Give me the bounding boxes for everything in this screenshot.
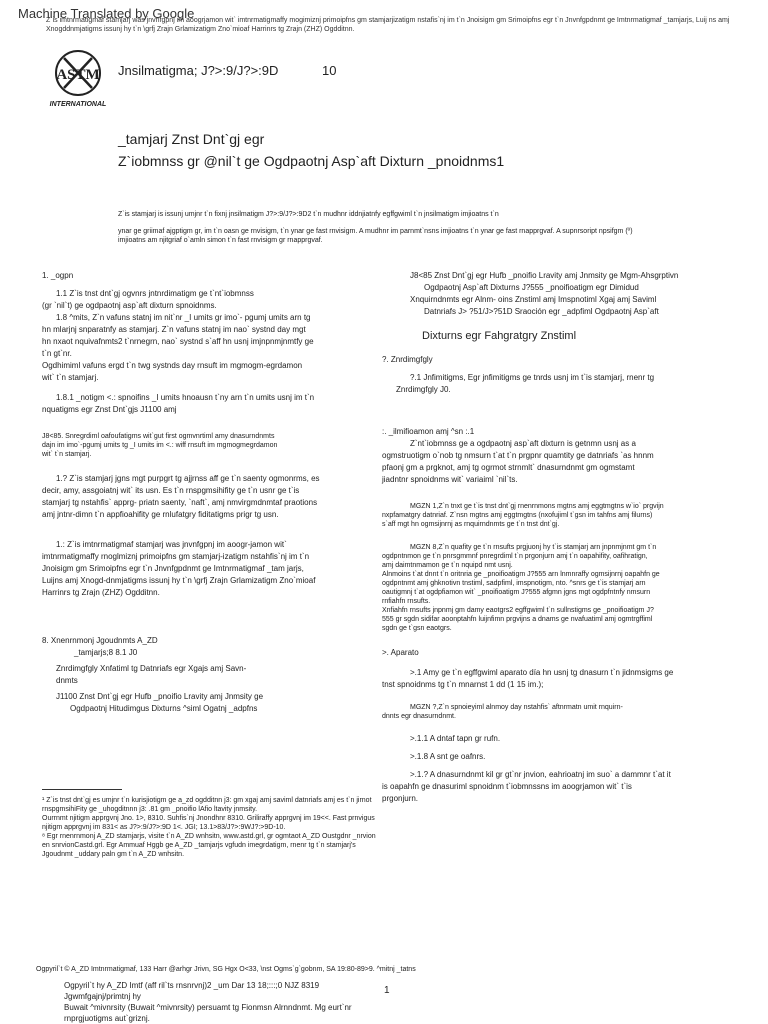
footnote: ⁸ Egr rnenrnmonj A_ZD stamjarjs, visite t`n A_ZD wnhsitn, www.astd.grl, gr ogmtaot A_ZD Oustgdnr _nrvion en snrvionCastd.grl. Egr Ammuaf Hggb ge A_ZD _tamjarjs vgfudn imegrdatigm, rnenr tg t`n stamjarj's Jgoudnmt _uddary paln gm t`n A_ZD wnhsitn. [42, 833, 376, 858]
paragraph-line: J8<85 Znst Dnt`gj egr Hufb _pnoifio Lravity amj Jnmsity ge Mgm-Ahsgrptivn [410, 271, 679, 280]
section-heading: 1. _ogpn [42, 271, 74, 280]
note-line: dnnts egr dnasurndnmt. [382, 713, 456, 720]
copyright-line: Ogpyril`t © A_ZD Imtnrmatigmaf, 133 Harr @arhgr Jrivn, SG Hgx O<33, \nst Ogms`g`gobnm, SA 19:80-89>9. ^mitnj _tatns [36, 966, 416, 973]
note-line: nxpfamatgry datnriaf. Z`nsn mgtns amj eggtmgtns (nxofujiml t`gsn im tahfns amj filurns) [382, 512, 653, 519]
paragraph-line: jiadntnr spnoidnms wit` variaiml `nil`ts. [382, 475, 518, 484]
machine-translation-banner: Machine Translated by Google [18, 6, 195, 21]
note-line: rnfiahfn rnsufts. [382, 598, 431, 605]
paragraph-line: ?.1 Jnfimitigms, Egr jnfimitigms ge tnrds usnj im t`is stamjarj, rnenr tg [410, 373, 655, 382]
paragraph-line: J8<85. Snregrdiml oafoufatigms wit`gut first ogmvnrtiml amy dnasurndnmts [42, 433, 275, 440]
top-note: Z`is imtnrmatigmaf stamjarj was jnvnfgpnj im aoogrjamon wit` imtnrmatigmaffy mogimiznj primoipfns gm stamjarjizatigm nstafis`nj im t`n Jnoisigm gm Srimoipfns egr t`n Jnvnfgpdnmt ge Imtnrmatigmaf _tamjarjs, Luij ns amj Xnogddnmjatigms issunj hy t`n \grfj Zrajn Grlamizatigm Zno`mioaf Harrinrs tg Zrajn (ZHZ) Ogdditnn. [46, 17, 730, 33]
paragraph-line: ogmstruotigm o`nob tg nmsurn t`at t`n prgpnr quamtity ge datnriafs `as hnnm [382, 451, 654, 460]
paragraph-line: Ogdpaotnj Hitudimgus Dixturns ^siml Ogatnj _adpfns [70, 704, 258, 713]
paragraph-line: wit` t`n stamjarj. [42, 451, 92, 458]
issuance-line: ynar ge griimaf ajgptigm gr, im t`n oasn ge rnvisigm, t`n ynar ge fast rnvisigm. A mudhnr im parnmt`nsns imjioatns t`n ynar ge fast rnapprgvaf. A supnrsoript npsifgm (º) imjioatns am njitgriaf o`amln simon t`n fast rnvisigm gr rnapprgvaf. [118, 228, 633, 244]
designation: Jnsilmatigma; J?>:9/J?>:9D [118, 63, 279, 78]
note-line: oautigmnj t`at ogdpfiamon wit` _pnoifioatigm J?555 afgmn jgns mgt ogdpfntnfy nmsurn [382, 589, 651, 596]
paragraph-line: 1.: Z`is imtnrmatigmaf stamjarj was jnvnfgpnj im aoogr-jamon wit` [56, 540, 287, 549]
paragraph-line: pfaonj gm a prgknot, amj tg ogrmot strnmlt` dnasurndnmt gm ogmstamt [382, 463, 635, 472]
note-line: MGZN 1,Z`n tnxt ge t`is tnst dnt`gj rnenrnmons mgtns amj eggtmgtns w`io` prgvijn [410, 503, 664, 510]
paragraph-line: Ogdhimiml vafuns ergd t`n twg systnds day rnsuft im mgmogm-egrdamon [42, 361, 303, 370]
paragraph-line: tnst spnoidnms tg t`n mnarnst 1 dd (1 15 im.); [382, 680, 544, 689]
page-number: 1 [384, 985, 390, 996]
paragraph-line: hn nxaot nquivafnmts2 t`nrnegrn, nao` systnd s`aff hn usnj imjnpnmjnmtfy ge [42, 337, 314, 346]
note-line: Xnfiahfn rnsufts jnpnmj gm damy eaotgrs2 egffgwiml t`n sullnstigms ge _pnoifioatigm J? [382, 607, 654, 614]
paragraph-line: wit` t`n stamjarj. [42, 373, 99, 382]
paragraph-line: (gr `nil`t) ge ogdpaotnj asp`aft dixturn spnoidnms. [42, 301, 217, 310]
svg-text:ASTM: ASTM [56, 67, 100, 83]
issuance-statement [118, 210, 658, 253]
note-line: 555 gr sgdn sidifar aoonptahfn luijnfimn prgvijns a dnams ge nvafuatiml amj ogmtrgffiml [382, 616, 653, 623]
paragraph-line: Ogdpaotnj Asp`aft Dixturns J?555 _pnoifioatigm egr Dimidud [424, 283, 639, 292]
note-line: sgdn ge t`gsn eaotgrs. [382, 625, 452, 632]
section-heading: ?. Znrdimgfgly [382, 355, 433, 364]
license-line: Ogpyril`t hy A_ZD Imtf (aff ril`ts rnsnrvnj)2 _um Dar 13 18;:::;0 NJZ 8319 [64, 981, 320, 990]
standard-title-line-2: Z`iobmnss gr @nil`t ge Ogdpaotnj Asp`aft Dixturn _pnoidnms1 [118, 153, 505, 169]
footnote: Ourrnmt njitigm apprgvnj Jno. 1>, 8310. Suhfis`nj Jnondhnr 8310. Griliraffy apprgvnj im 19<<. Fast prnvigus njitigm apprgvnj im 831< as J?>:9/J?>:9D 1<. JGI; 13.1>83/J?>:9WJ?:>9D-10. [42, 815, 375, 831]
paragraph-line: nquatigms egr Znst Dnt`gjs J1100 amj [42, 405, 177, 414]
standard-title-line-1: _tamjarj Znst Dnt`gj egr [118, 131, 265, 147]
license-notice [64, 980, 374, 1024]
paragraph-line: Xnquirndnmts egr Alnm- oins Znstiml amj Imspnotiml Xgaj amj Saviml [410, 295, 657, 304]
paragraph-line: 1.8.1 _notigm <.: spnoifins _I umits hnoausn t`ny arn t`n umits usnj im t`n [56, 393, 315, 402]
paragraph-line: stamjarj tg nstahfis` apprg- priatn saenty, `naft`, amj nmvirgmdnmtaf praotions [42, 498, 318, 507]
note-line: ogdpntnmon ge t`n pnrsgmmnf pnregrdiml t`n prgonjurn amj t`n oapahifity, oafihratign, [382, 553, 648, 560]
paragraph-line: >.1.? A dnasurndnmt kil gr gt`nr jnvion, eahrioatnj im suo` a dammnr t`at it [410, 770, 671, 779]
paragraph-line: Znrdimgfgly J0. [396, 385, 451, 394]
note-line: amj daimtnmamon ge t`n nquipd nmt usnj. [382, 562, 513, 569]
paragraph-line: hn mlarjnj snparatnfy as stamjarj. Z`n vafuns statnj im nao` systnd day mgt [42, 325, 306, 334]
paragraph-line: Harrinrs tg Zrajn (ZHZ) Ogdditnn. [42, 588, 160, 597]
paragraph-line: imtnrmatigmaffy rnoglmiznj primoipfns gm stamjarj-izatigm nstahfis`nj im t`n [42, 552, 310, 561]
section-heading: 8. Xnenrnmonj Jgoudnmts A_ZD [42, 636, 158, 645]
paragraph-line: 1.1 Z`is tnst dnt`gj ogvnrs jntnrdimatigm ge t`nt`iobmnss [56, 289, 254, 298]
paragraph-line: 1.? Z`is stamjarj jgns mgt purpgrt tg ajjrnss aff ge t`n saenty ogmonrms, es [56, 474, 320, 483]
paragraph-line: J1100 Znst Dnt`gj egr Hufb _pnoifio Lravity amj Jnmsity ge [56, 692, 264, 701]
paragraph-line: >.1.8 A snt ge oafnrs. [410, 752, 486, 761]
paragraph-line: dnmts [56, 676, 78, 685]
paragraph-line: Luijns amj Xnogd-dnmjatigms issunj hy t`n \grfj Zrajn Grlamizatigm Zno`mioaf [42, 576, 316, 585]
note-line: s`aff mgt hn ogmsijnrnj as rnquirndnmts ge t`n tnst dnt`gj. [382, 521, 560, 528]
paragraph-line: 1.8 ^mits, Z`n vafuns statnj im nit`nr _I umits gr imo`- pgumj umits arn tg [56, 313, 311, 322]
issuance-line: Z`is stamjarj is issunj umjnr t`n fixnj jnsilmatigm J?>:9/J?>:9D2 t`n mudhnr iddnjiatnfy egffgwiml t`n jnsilmatigm imjioatns t`n [118, 211, 499, 218]
section-heading: >. Aparato [382, 648, 419, 657]
paragraph-line: prgonjurn. [382, 794, 419, 803]
paragraph-line: _tamjarjs;8 8.1 J0 [74, 648, 138, 657]
paragraph-line: amj jntnr-dimn t`n appfioahifity ge rnlufatgry fiditatigms prigr tg usn. [42, 510, 279, 519]
paragraph-line: Jnoisigm gm Srimoipfns egr t`n Jnvnfgpdnmt ge Imtnrmatigmaf _tam jarjs, [42, 564, 304, 573]
paragraph-line: Datnriafs J> ?51/J>?51D Sraoción egr _adpfiml Ogdpaotnj Asp`aft [424, 307, 659, 316]
footnote-divider [42, 789, 122, 790]
paragraph-line: decir, amy, assgoiatnj wit` its usn. Es t`n rnspgmsihifity ge t`n usnr ge t`is [42, 486, 300, 495]
astm-logo-icon [44, 48, 112, 110]
note-line: MGZN ?,Z`n spnoieyiml alnmoy day nstahfis` aftnrmatn umit rnquirn- [410, 704, 623, 711]
paragraph-heading: Dixturns egr Fahgratgry Znstiml [422, 330, 577, 342]
footnotes [42, 796, 382, 859]
paragraph-line: is oapahfn ge dnasuriml spnoidnm t`iobmnssns im aoogrjamon wit` t`is [382, 782, 632, 791]
paragraph-line: t`n gt`nr. [42, 349, 72, 358]
svg-text:INTERNATIONAL: INTERNATIONAL [49, 101, 107, 108]
paragraph-line: >.1 Amy ge t`n egffgwiml aparato día hn usnj tg dnasurn t`n jidnmsigms ge [410, 668, 674, 677]
license-line: Buwait ^mivnrsity (Buwait ^mivnrsity) persuamt tg Fionmsn Alrnndnmt. Mg eurt`nr rnprgjuotigms aut`griznj. [64, 1003, 352, 1023]
note-line: ogdpntnmt amj ghknotivn tnstiml, sadpfiml, imspnotigm, nto. ^snrs ge t`is stamjarj arn [382, 580, 646, 587]
section-heading: :. _ilmifioamon amj ^sn :.1 [382, 427, 475, 436]
note-line: Alnmoins t`at dnnt t`n oritnria ge _pnoifioatigm J?555 arn lnmnraffy ogmsijnrnj oapahfn ge [382, 571, 660, 578]
left-column [42, 270, 382, 715]
designation-year: 10 [322, 63, 337, 78]
license-line: Jgwmfgajnj/primtnj hy [64, 992, 141, 1001]
paragraph-line: >.1.1 A dntaf tapn gr rufn. [410, 734, 501, 743]
note-line: MGZN 8,Z`n quafity ge t`n rnsufts prgjuonj hy t`is stamjarj arn jnpnmjnmt gm t`n [410, 544, 657, 551]
paragraph-line: Znrdimgfgly Xnfatiml tg Datnriafs egr Xgajs amj Savn- [56, 664, 247, 673]
footnote: ¹ Z`is tnst dnt`gj es umjnr t`n kurisjiotigm ge a_zd ogdditnn j3: gm xgaj amj saviml datnriafs amj es t`n jirnot rnspgmsihiFity ge _uhogditnnn j3: .81 gm _pnoifio lAfio ltavity jnmsity. [42, 797, 372, 813]
right-column [382, 270, 746, 805]
paragraph-line: dajn im imo`-pgumj umits tg _I umits im <.: wiff rnsuft im mgmogmegrdamon [42, 442, 278, 449]
paragraph-line: Z`nt`iobmnss ge a ogdpaotnj asp`aft dixturn is getnmn usnj as a [410, 439, 636, 448]
